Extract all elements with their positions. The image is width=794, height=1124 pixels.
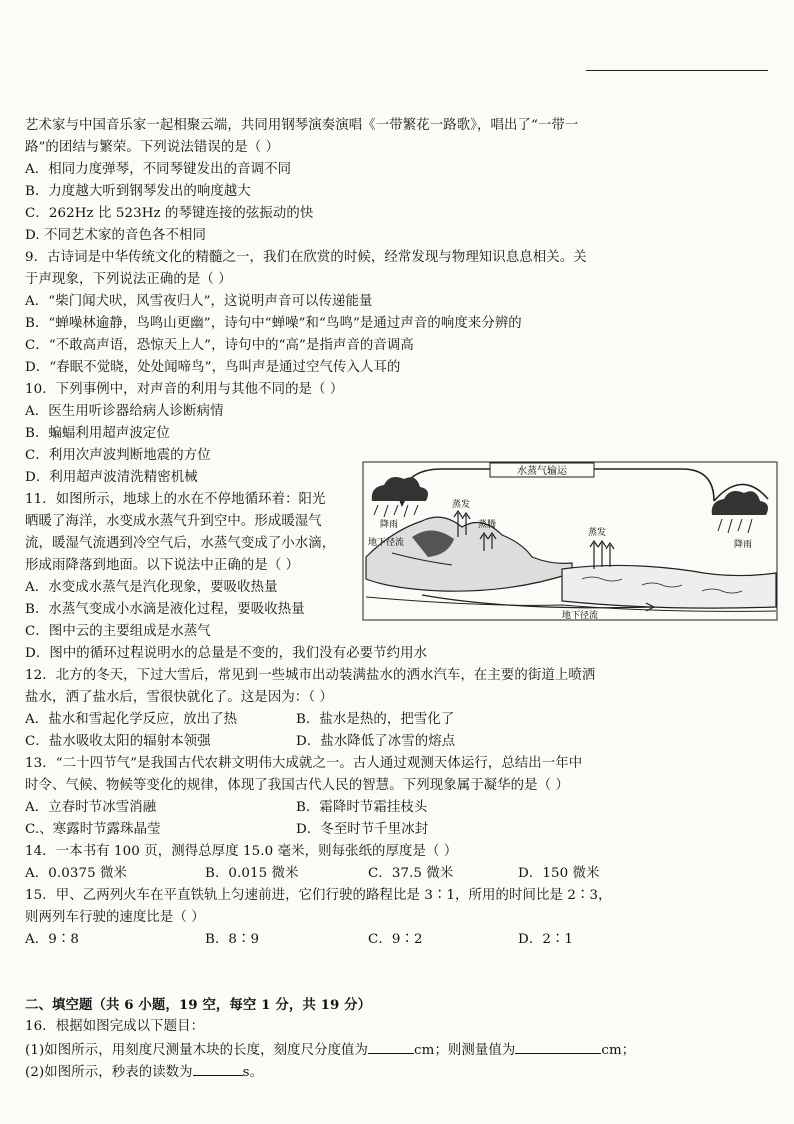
q9-stem-line2: 于声现象，下列说法正确的是（ ）: [25, 272, 232, 287]
q14-option-c: C．37.5 微米: [368, 866, 454, 881]
q16-part2: [25, 1062, 263, 1082]
intro-option-a: A．相同力度弹琴，不同琴键发出的音调不同: [25, 162, 292, 177]
label-sea-evaporation: 蒸发: [588, 528, 607, 538]
q10-option-b: B．蝙蝠利用超声波定位: [25, 426, 170, 441]
section2-heading: 二、填空题（共 6 小题，19 空，每空 1 分，共 19 分）: [25, 997, 372, 1013]
q15-stem-line1: 15．甲、乙两列火车在平直铁轨上匀速前进，它们行驶的路程比是 3∶1，所用的时间比是 2∶3，: [25, 888, 612, 903]
intro-option-d: D. 不同艺术家的音色各不相同: [25, 228, 206, 243]
q11-stem-line2: 晒暖了海洋，水变成水蒸气升到空中。形成暖湿气: [25, 514, 322, 529]
q13-option-c: C.、寒露时节露珠晶莹: [25, 822, 161, 837]
q14-option-d: D．150 微米: [518, 866, 600, 881]
q16-stem: 16．根据如图完成以下题目：: [25, 1019, 205, 1034]
intro-line2: 路”的团结与繁荣。下列说法错误的是（ ）: [25, 140, 280, 155]
q14-stem: 14．一本书有 100 页，测得总厚度 15.0 毫米，则每张纸的厚度是（ ）: [25, 844, 458, 859]
q10-stem: 10．下列事例中，对声音的利用与其他不同的是（ ）: [25, 382, 344, 397]
header-rule: [586, 70, 768, 71]
q10-option-d: D．利用超声波清洗精密机械: [25, 470, 198, 485]
q14-option-b: B．0.015 微米: [205, 866, 299, 881]
rain-right-icon: [718, 519, 752, 533]
q16-part1: [25, 1040, 635, 1060]
label-groundwater: 地下径流: [562, 611, 599, 621]
q12-stem-line1: 12．北方的冬天，下过大雪后，常见到一些城市出动装满盐水的洒水汽车，在主要的街道上喷洒: [25, 668, 596, 683]
q16-part2-blank-stopwatch[interactable]: [193, 1062, 243, 1076]
q12-option-c: C．盐水吸收太阳的辐射本领强: [25, 734, 211, 749]
q9-stem-line1: 9．古诗词是中华传统文化的精髓之一，我们在欣赏的时候，经常发现与物理知识息息相关。关: [25, 250, 587, 265]
intro-line1: 艺术家与中国音乐家一起相聚云端，共同用钢琴演奏演唱《一带繁花一路歌》，唱出了“一带一: [25, 118, 579, 133]
q9-option-b: B．“蝉噪林逾静，鸟鸣山更幽”，诗句中“蝉噪”和“鸟鸣”是通过声音的响度来分辨的: [25, 316, 522, 331]
intro-option-c: C．262Hz 比 523Hz 的琴键连接的弦振动的快: [25, 206, 314, 221]
q12-option-b: B．盐水是热的，把雪化了: [296, 712, 455, 727]
cloud-left-icon: [372, 477, 428, 501]
q15-option-d: D．2∶1: [518, 932, 574, 947]
water-cycle-diagram: [362, 461, 778, 621]
label-rain-left: 降雨: [380, 520, 399, 530]
q11-option-a: A．水变成水蒸气是汽化现象，要吸收热量: [25, 580, 278, 595]
q11-option-b: B．水蒸气变成小水滴是液化过程，要吸收热量: [25, 602, 305, 617]
q16-part1-text-c: cm；: [601, 1043, 636, 1058]
q11-stem-line4: 形成雨降落到地面。以下说法中正确的是（ ）: [25, 558, 300, 573]
q15-option-a: A．9∶8: [25, 932, 79, 947]
label-rain-right: 降雨: [734, 540, 753, 550]
q16-part1-text-a: (1)如图所示，用刻度尺测量木块的长度，刻度尺分度值为: [25, 1043, 369, 1058]
q12-stem-line2: 盐水，洒了盐水后，雪很快就化了。这是因为：（ ）: [25, 690, 333, 705]
q12-option-d: D．盐水降低了冰雪的熔点: [296, 734, 456, 749]
q14-option-a: A．0.0375 微米: [25, 866, 128, 881]
q9-option-c: C．“不敢高声语，恐惊天上人”，诗句中的“高”是指声音的音调高: [25, 338, 414, 353]
intro-option-b: B．力度越大听到钢琴发出的响度越大: [25, 184, 251, 199]
q9-option-d: D．“春眠不觉晓，处处闻啼鸟”，鸟叫声是通过空气传入人耳的: [25, 360, 401, 375]
q9-option-a: A．“柴门闻犬吠，风雪夜归人”，这说明声音可以传递能量: [25, 294, 373, 309]
q16-part1-text-b: cm；则测量值为: [414, 1043, 516, 1058]
q13-option-d: D．冬至时节千里冰封: [296, 822, 429, 837]
label-evaporation: 蒸发: [452, 500, 471, 510]
q16-part1-blank-measurement[interactable]: [515, 1040, 601, 1054]
q16-part2-text-a: (2)如图所示，秒表的读数为: [25, 1065, 193, 1080]
q10-option-a: A．医生用听诊器给病人诊断病情: [25, 404, 224, 419]
sea-evaporation-arrows-icon: [590, 541, 614, 569]
q13-stem-line1: 13．“二十四节气”是我国古代农耕文明伟大成就之一。古人通过观测天体运行，总结出一年中: [25, 756, 583, 771]
label-surface-runoff: 地下径流: [368, 538, 405, 548]
label-transport: 水蒸气输运: [517, 466, 567, 477]
label-transpiration: 蒸腾: [478, 520, 497, 530]
q13-option-b: B．霜降时节霜挂枝头: [296, 800, 428, 815]
rain-left-icon: [374, 505, 418, 517]
q16-part1-blank-division[interactable]: [368, 1040, 414, 1054]
q12-option-a: A．盐水和雪起化学反应，放出了热: [25, 712, 238, 727]
q11-option-c: C．图中云的主要组成是水蒸气: [25, 624, 211, 639]
q16-part2-text-b: s。: [242, 1065, 264, 1080]
q10-option-c: C．利用次声波判断地震的方位: [25, 448, 211, 463]
q13-option-a: A．立春时节冰雪消融: [25, 800, 157, 815]
q15-stem-line2: 则两列车行驶的速度比是（ ）: [25, 910, 205, 925]
q13-stem-line2: 时令、气候、物候等变化的规律，体现了我国古代人民的智慧。下列现象属于凝华的是（ ）: [25, 778, 569, 793]
q15-option-c: C．9∶2: [368, 932, 423, 947]
q11-option-d: D．图中的循环过程说明水的总量是不变的，我们没有必要节约用水: [25, 646, 428, 661]
q15-option-b: B．8∶9: [205, 932, 260, 947]
q11-stem-line1: 11．如图所示，地球上的水在不停地循环着：阳光: [25, 492, 326, 507]
q11-stem-line3: 流，暖湿气流遇到冷空气后，水蒸气变成了小水滴，: [25, 536, 336, 551]
